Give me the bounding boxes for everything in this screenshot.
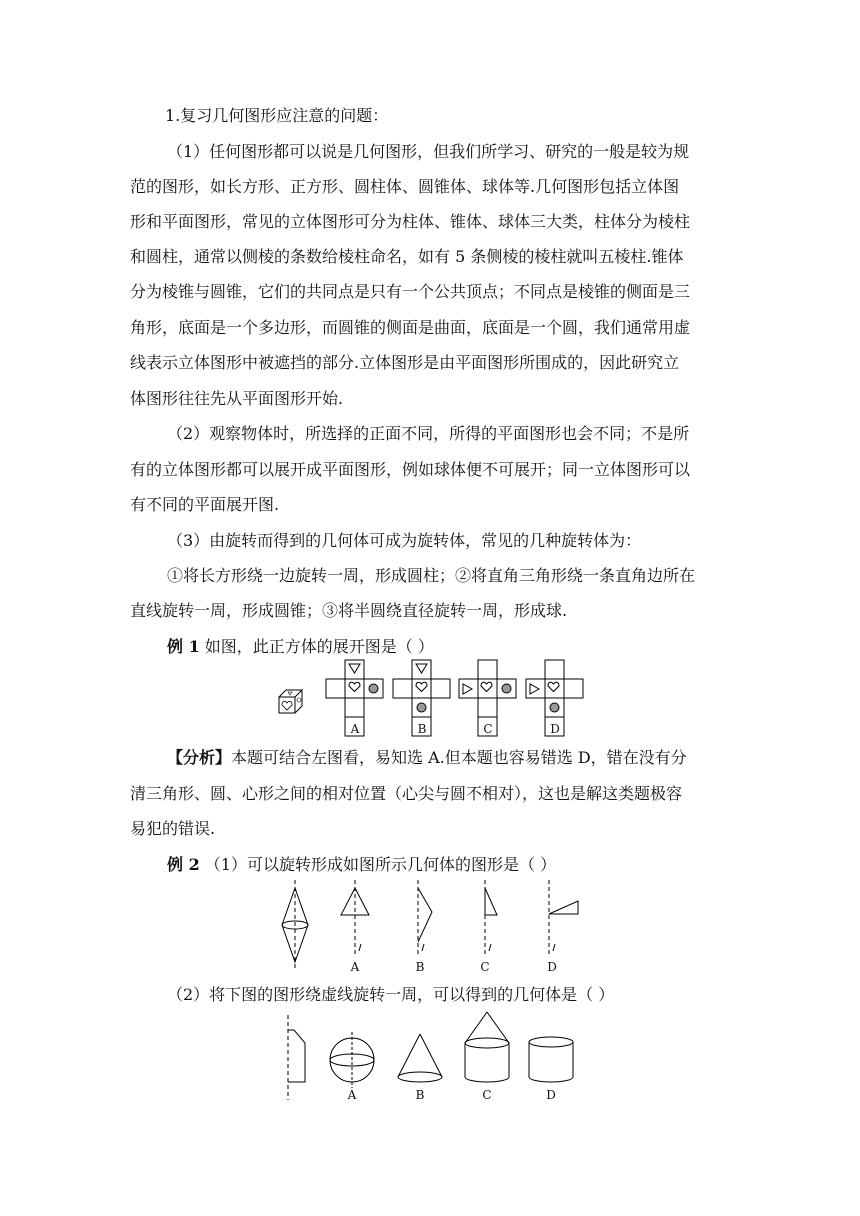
option-b-shape xyxy=(418,880,432,955)
para1-line5: 分为棱锥与圆锥，它们的共同点是只有一个公共顶点；不同点是棱锥的侧面是三 xyxy=(130,282,691,301)
example2-text: （1）可以旋转形成如图所示几何体的图形是（ ） xyxy=(199,855,557,874)
para1-line7: 线表示立体图形中被遮挡的部分.立体图形是由平面图形所围成的，因此研究立 xyxy=(130,353,680,372)
solid-a-label: A xyxy=(347,1088,357,1102)
para2-line3: 有不同的平面展开图. xyxy=(130,495,280,514)
para1-line6: 角形，底面是一个多边形，而圆锥的侧面是曲面，底面是一个圆，我们通常用虚 xyxy=(130,318,691,337)
para1-line8: 体图形往往先从平面图形开始. xyxy=(130,389,344,408)
example1-label: 例 1 xyxy=(167,637,200,656)
solid-b-label: B xyxy=(415,1088,425,1102)
analysis-text-1: 本题可结合左图看，易知选 A.但本题也容易错选 D，错在没有分 xyxy=(231,748,687,767)
para1-line3: 形和平面图形，常见的立体图形可分为柱体、锥体、球体三大类，柱体分为棱柱 xyxy=(130,212,691,231)
para1-line4: 和圆柱，通常以侧棱的条数给棱柱命名，如有 5 条侧棱的棱柱就叫五棱柱.锥体 xyxy=(130,247,684,266)
para4-line2: 直线旋转一周，形成圆锥；③将半圆绕直径旋转一周，形成球. xyxy=(130,601,568,620)
para2-line2: 有的立体图形都可以展开成平面图形，例如球体便不可展开；同一立体图形可以 xyxy=(130,460,691,479)
rot-c-label: C xyxy=(480,960,490,974)
original-shape xyxy=(288,1015,305,1100)
net-c-label: C xyxy=(483,722,493,736)
rotation-shapes-figure xyxy=(0,872,860,972)
option-a-sphere xyxy=(330,1032,374,1088)
analysis-line1 xyxy=(167,748,860,768)
analysis-line3: 易犯的错误. xyxy=(130,819,216,838)
rotation-solids-figure xyxy=(0,1008,860,1103)
cube-figure xyxy=(279,690,302,713)
solid-d-label: D xyxy=(546,1088,556,1102)
solid-c-label: C xyxy=(482,1088,492,1102)
analysis-line2: 清三角形、圆、心形之间的相对位置（心尖与圆不相对），这也是解这类题极容 xyxy=(130,784,683,803)
net-b-label: B xyxy=(417,722,427,736)
option-b-cone xyxy=(398,1034,442,1082)
option-c-shape xyxy=(485,880,497,955)
net-a-label: A xyxy=(350,722,360,736)
para1-line1: （1）任何图形都可以说是几何图形，但我们所学习、研究的一般是较为规 xyxy=(167,142,690,161)
analysis-label: 【分析】 xyxy=(167,748,232,767)
para4-line1: ①将长方形绕一边旋转一周，形成圆柱；②将直角三角形绕一条直角边所在 xyxy=(167,566,696,585)
para2-line1: （2）观察物体时，所选择的正面不同，所得的平面图形也会不同；不是所 xyxy=(167,424,690,443)
section-heading: 1.复习几何图形应注意的问题： xyxy=(165,106,389,125)
rot-a-label: A xyxy=(350,960,360,974)
example2-part2: （2）将下图的图形绕虚线旋转一周，可以得到的几何体是（ ） xyxy=(167,985,615,1004)
double-cone-figure xyxy=(282,880,308,968)
example1-text: 如图，此正方体的展开图是（ ） xyxy=(199,637,434,656)
option-d-cylinder xyxy=(529,1037,573,1082)
rot-d-label: D xyxy=(547,960,557,974)
para1-line2: 范的图形，如长方形、正方形、圆柱体、圆锥体、球体等.几何图形包括立体图 xyxy=(130,177,680,196)
para3: （3）由旋转而得到的几何体可成为旋转体，常见的几种旋转体为： xyxy=(167,531,642,550)
rot-b-label: B xyxy=(415,960,425,974)
option-a-shape xyxy=(341,880,369,955)
net-d-label: D xyxy=(550,722,560,736)
option-d-shape xyxy=(549,880,578,955)
option-c-cone-cylinder xyxy=(465,1012,509,1082)
example2-label: 例 2 xyxy=(167,855,200,874)
